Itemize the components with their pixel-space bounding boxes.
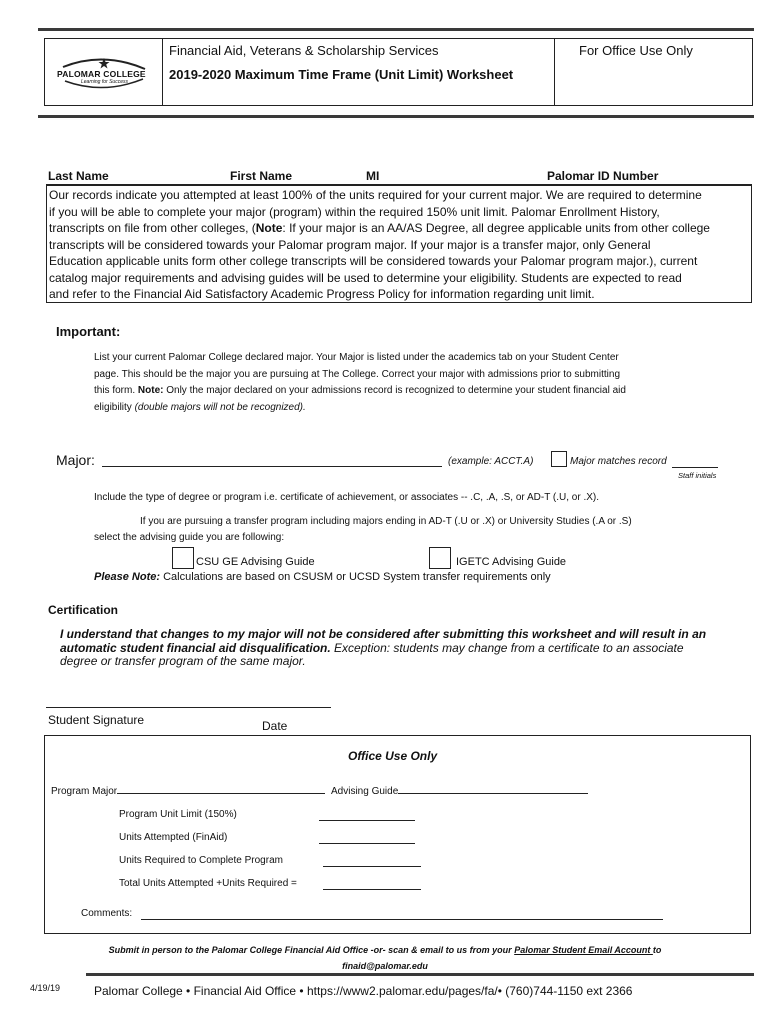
signature-line[interactable] (46, 707, 331, 708)
major-matches-label: Major matches record (570, 456, 667, 467)
transfer-line-1: If you are pursuing a transfer program including majors ending in AD-T (.U or .X) or University Studies (.A or .S) (140, 516, 632, 527)
notice-line: Our records indicate you attempted at least 100% of the units required for your current major. We are required to determine (49, 188, 702, 202)
records-notice-box (46, 185, 752, 303)
department-name: Financial Aid, Veterans & Scholarship Services (169, 43, 439, 58)
igetc-checkbox[interactable] (429, 547, 451, 569)
units-required-label: Units Required to Complete Program (119, 855, 283, 866)
program-major-label: Program Major (51, 786, 325, 797)
notice-line: catalog major requirements and advising guides will be used to determine your eligibility. Students are expected to read (49, 270, 682, 285)
igetc-label: IGETC Advising Guide (456, 556, 567, 568)
form-title: 2019-2020 Maximum Time Frame (Unit Limit) Worksheet (169, 67, 514, 82)
major-input-line[interactable] (102, 466, 442, 467)
header-top-rule (38, 28, 754, 31)
total-units-field[interactable] (323, 889, 421, 890)
footer-contact: Palomar College • Financial Aid Office • https://www2.palomar.edu/pages/fa/• (760)744-1150 ext 2366 (94, 984, 633, 998)
office-use-header: For Office Use Only (579, 43, 693, 58)
header-box (44, 38, 753, 106)
advising-guide-label: Advising Guide (331, 786, 588, 797)
csu-checkbox[interactable] (172, 547, 194, 569)
transfer-line-2: select the advising guide you are following: (94, 532, 285, 543)
unit-limit-field[interactable] (319, 820, 415, 821)
submit-email[interactable]: finaid@palomar.edu (342, 961, 428, 971)
notice-line: and refer to the Financial Aid Satisfactory Academic Progress Policy for information regarding unit limit. (49, 287, 595, 301)
units-required-field[interactable] (323, 866, 421, 867)
office-use-box (44, 735, 751, 934)
header-bottom-rule (38, 115, 754, 118)
major-matches-checkbox[interactable] (551, 451, 567, 467)
certification-text: I understand that changes to my major will not be considered after submitting this worksheet and will result in an automatic student financial aid disqualification. Exception: students may change from a certificate to an associate degree or transfer program of the same major. (60, 627, 707, 668)
first-name-label: First Name (230, 169, 293, 183)
logo-tagline: Learning for Success (81, 79, 128, 85)
notice-line: transcripts will be considered towards your Palomar program major. If your major is a transfer major, only General (49, 237, 651, 252)
student-email-link[interactable]: Palomar Student Email Account (514, 945, 653, 955)
office-use-title: Office Use Only (348, 749, 438, 763)
last-name-label: Last Name (48, 169, 109, 183)
staff-initials-label: Staff initials (678, 471, 717, 480)
staff-initials-line[interactable] (672, 467, 718, 468)
notice-line: transcripts on file from other colleges, (Note: If your major is an AA/AS Degree, all degree applicable units from other college (49, 221, 710, 235)
footer-rule (86, 973, 754, 976)
footer-date: 4/19/19 (30, 983, 61, 993)
degree-note: Include the type of degree or program i.e. certificate of achievement, or associates -- .C, .A, .S, or AD-T (.U, or .X). (94, 492, 600, 503)
date-label: Date (262, 719, 288, 733)
unit-limit-label: Program Unit Limit (150%) (119, 809, 237, 820)
certification-heading: Certification (48, 603, 119, 617)
id-number-label: Palomar ID Number (547, 169, 659, 183)
please-note: Please Note: Calculations are based on CSUSM or UCSD System transfer requirements only (94, 571, 551, 583)
header-title-cell (163, 39, 555, 105)
major-label: Major: (56, 452, 95, 468)
notice-line: Education applicable units form other college transcripts will be considered towards your Palomar program major.), current (49, 254, 698, 268)
logo-name: PALOMAR COLLEGE (57, 69, 146, 79)
csu-label: CSU GE Advising Guide (196, 556, 315, 568)
signature-label: Student Signature (48, 713, 145, 727)
comments-label: Comments: (81, 908, 133, 919)
important-heading: Important: (56, 324, 121, 339)
submit-instructions: Submit in person to the Palomar College Financial Aid Office -or- scan & email to us from your Palomar Student Email Account to (108, 945, 662, 955)
units-attempted-label: Units Attempted (FinAid) (119, 832, 228, 843)
notice-line: if you will be able to complete your major (program) within the required 150% unit limit. Palomar Enrollment History, (49, 204, 660, 219)
units-attempted-field[interactable] (319, 843, 415, 844)
total-units-label: Total Units Attempted +Units Required = (119, 878, 297, 889)
important-text: List your current Palomar College declared major. Your Major is listed under the academics tab on your Student Center page. This should be the major you are pursuing at The College. Correct your major with admissions prior to submitting this form. Note: Only the major declared on your admissions record is recognized to determine your student financial aid eligibility (double majors will not be recognized). (94, 352, 626, 413)
mi-label: MI (366, 169, 380, 183)
palomar-logo (45, 39, 163, 105)
comments-field[interactable] (141, 919, 663, 920)
major-example: (example: ACCT.A) (448, 456, 534, 467)
